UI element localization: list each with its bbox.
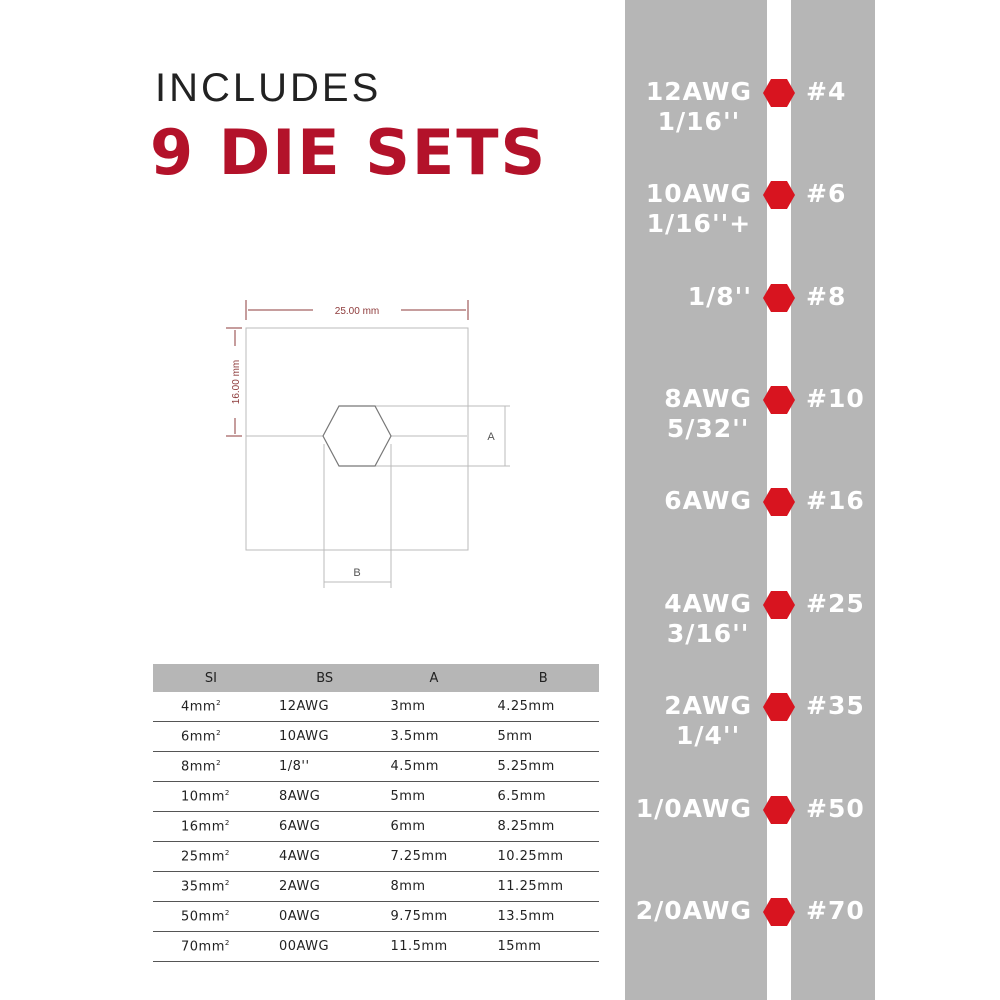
cell-bs: 12AWG xyxy=(269,692,381,722)
hexagon-icon xyxy=(762,487,796,517)
cell-bs: 1/8'' xyxy=(269,752,381,782)
die-number-label: #50 xyxy=(806,794,865,823)
hexagon-icon xyxy=(762,692,796,722)
si-unit-sup: 2 xyxy=(224,788,230,797)
die-sets-heading: 9 DIE SETS xyxy=(150,116,548,189)
die-size-label xyxy=(646,77,752,137)
die-number-label: #4 xyxy=(806,77,847,106)
die-number-label: #10 xyxy=(806,384,865,413)
die-size-label xyxy=(664,691,752,751)
die-awg-label: 10AWG xyxy=(645,179,752,208)
cell-b: 13.5mm xyxy=(487,902,599,932)
cell-a: 4.5mm xyxy=(380,752,487,782)
si-value: 8mm xyxy=(181,759,217,775)
includes-heading: INCLUDES xyxy=(155,66,382,110)
die-item xyxy=(0,896,1000,956)
si-value: 35mm xyxy=(181,879,225,895)
b-dimension-label: B xyxy=(353,567,361,579)
header-bs: BS xyxy=(269,664,381,692)
cell-b: 5mm xyxy=(487,722,599,752)
cell-b: 4.25mm xyxy=(487,692,599,722)
cell-bs: 6AWG xyxy=(269,812,381,842)
si-value: 70mm xyxy=(181,939,225,955)
hexagon-icon xyxy=(762,283,796,313)
die-awg-label: 2/0AWG xyxy=(635,896,752,925)
si-unit-sup: 2 xyxy=(224,878,230,887)
die-awg-label: 1/8'' xyxy=(687,282,752,311)
a-dimension-label: A xyxy=(487,431,495,443)
height-label: 16.00 mm xyxy=(231,359,242,405)
die-awg-label: 8AWG xyxy=(664,384,752,413)
die-size-label xyxy=(664,384,752,444)
die-inch-label: 1/4'' xyxy=(676,721,741,750)
cell-b: 6.5mm xyxy=(487,782,599,812)
table-header-row xyxy=(153,664,599,692)
cell-bs: 0AWG xyxy=(269,902,381,932)
si-unit-sup: 2 xyxy=(224,818,230,827)
cell-a: 11.5mm xyxy=(380,932,487,962)
die-awg-label: 4AWG xyxy=(664,589,752,618)
si-value: 16mm xyxy=(181,819,225,835)
cell-bs: 00AWG xyxy=(269,932,381,962)
hexagon-icon xyxy=(762,385,796,415)
die-awg-label: 6AWG xyxy=(664,486,752,515)
cell-a: 8mm xyxy=(380,872,487,902)
die-number-label: #6 xyxy=(806,179,847,208)
si-value: 50mm xyxy=(181,909,225,925)
cell-a: 3.5mm xyxy=(380,722,487,752)
si-value: 25mm xyxy=(181,849,225,865)
cell-bs: 4AWG xyxy=(269,842,381,872)
cell-b: 10.25mm xyxy=(487,842,599,872)
cell-a: 6mm xyxy=(380,812,487,842)
die-awg-label: 1/0AWG xyxy=(635,794,752,823)
die-size-label xyxy=(664,589,752,649)
die-number-label: #35 xyxy=(806,691,865,720)
die-item xyxy=(0,691,1000,751)
hexagon-icon xyxy=(762,897,796,927)
header-a: A xyxy=(380,664,487,692)
cell-b: 11.25mm xyxy=(487,872,599,902)
die-inch-label: 5/32'' xyxy=(666,414,750,443)
cell-bs: 2AWG xyxy=(269,872,381,902)
die-number-label: #16 xyxy=(806,486,865,515)
die-item xyxy=(0,282,1000,342)
die-size-label xyxy=(646,179,752,239)
die-size-label xyxy=(636,794,752,824)
die-number-label: #70 xyxy=(806,896,865,925)
die-inch-label: 1/16'' xyxy=(657,107,741,136)
cell-b: 8.25mm xyxy=(487,812,599,842)
table-row xyxy=(153,752,599,782)
cell-si xyxy=(153,752,269,782)
si-unit-sup: 2 xyxy=(224,938,230,947)
si-unit-sup: 2 xyxy=(216,698,222,707)
width-label: 25.00 mm xyxy=(334,306,380,317)
die-size-label xyxy=(636,896,752,926)
header-b: B xyxy=(487,664,599,692)
cell-a: 9.75mm xyxy=(380,902,487,932)
die-size-label xyxy=(688,282,752,312)
header-si: SI xyxy=(153,664,269,692)
cell-bs: 8AWG xyxy=(269,782,381,812)
si-value: 10mm xyxy=(181,789,225,805)
die-number-label: #25 xyxy=(806,589,865,618)
die-inch-label: 3/16'' xyxy=(666,619,750,648)
cell-bs: 10AWG xyxy=(269,722,381,752)
die-size-label xyxy=(664,486,752,516)
si-unit-sup: 2 xyxy=(224,848,230,857)
die-item xyxy=(0,179,1000,239)
die-item xyxy=(0,589,1000,649)
cell-a: 7.25mm xyxy=(380,842,487,872)
hexagon-icon xyxy=(762,180,796,210)
si-value: 6mm xyxy=(181,729,217,745)
die-inch-label: 1/16''+ xyxy=(646,209,752,238)
si-unit-sup: 2 xyxy=(216,728,222,737)
die-item xyxy=(0,77,1000,137)
si-value: 4mm xyxy=(181,699,217,715)
hexagon-icon xyxy=(762,590,796,620)
cell-b: 15mm xyxy=(487,932,599,962)
die-item xyxy=(0,794,1000,854)
die-item xyxy=(0,486,1000,546)
si-unit-sup: 2 xyxy=(216,758,222,767)
si-unit-sup: 2 xyxy=(224,908,230,917)
die-number-label: #8 xyxy=(806,282,847,311)
cell-a: 5mm xyxy=(380,782,487,812)
cell-b: 5.25mm xyxy=(487,752,599,782)
die-awg-label: 12AWG xyxy=(645,77,752,106)
die-awg-label: 2AWG xyxy=(664,691,752,720)
hexagon-icon xyxy=(762,78,796,108)
hexagon-icon xyxy=(762,795,796,825)
cell-a: 3mm xyxy=(380,692,487,722)
die-item xyxy=(0,384,1000,444)
